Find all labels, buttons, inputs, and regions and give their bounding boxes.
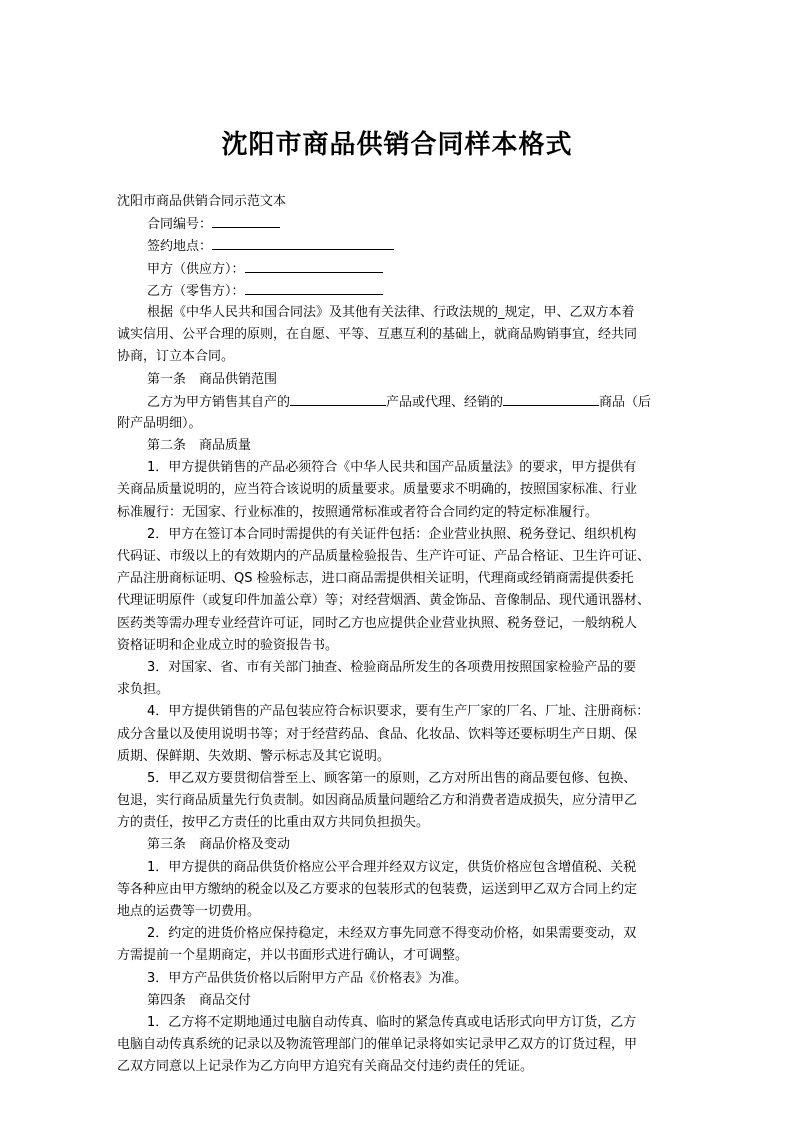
article-2-line: 医药类等需办理专业经营许可证，同时乙方也应提供企业营业执照、税务登记，一般纳税人	[117, 615, 638, 631]
field-label: 甲方（供应方）：	[147, 261, 245, 277]
article-3-heading: 第三条 商品价格及变动	[147, 837, 291, 853]
article-2-line: 5．甲乙双方要贯彻信誉至上、顾客第一的原则，乙方对所出售的商品要包修、包换、	[147, 770, 637, 786]
article-3-line: 方需提前一个星期商定，并以书面形式进行确认，才可调整。	[117, 948, 469, 964]
article-2-line: 关商品质量说明的，应当符合该说明的质量要求。质量要求不明确的，按照国家标准、行业	[117, 482, 638, 498]
party-b-blank	[245, 280, 383, 295]
text-segment: 乙方为甲方销售其自产的	[147, 394, 291, 410]
field-sign-place	[117, 235, 683, 257]
field-contract-no	[117, 213, 683, 235]
document-body	[117, 191, 683, 1079]
article-2-line: 求负担。	[117, 682, 170, 698]
text-segment: 商品（后	[599, 394, 652, 410]
article-2-line: 1．甲方提供销售的产品必须符合《中华人民共和国产品质量法》的要求，甲方提供有	[147, 460, 637, 476]
article-3-line: 等各种应由甲方缴纳的税金以及乙方要求的包装形式的包装费，运送到甲乙双方合同上约定	[117, 881, 638, 897]
field-party-a	[117, 258, 683, 280]
sign-place-blank	[212, 235, 394, 250]
field-label: 乙方（零售方）：	[147, 283, 245, 299]
field-label: 签约地点：	[147, 239, 213, 255]
article-4-line: 乙双方同意以上记录作为乙方向甲方追究有关商品交付违约责任的凭证。	[117, 1059, 534, 1075]
article-1-heading: 第一条 商品供销范围	[147, 371, 278, 387]
preamble-line: 协商，订立本合同。	[117, 349, 235, 365]
article-1-line	[117, 391, 683, 413]
article-4-line: 1．乙方将不定期地通过电脑自动传真、临时的紧急传真或电话形式向甲方订货，乙方	[147, 1014, 637, 1030]
article-2-line: 代码证、市级以上的有效期内的产品质量检验报告、生产许可证、产品合格证、卫生许可证、	[117, 549, 651, 564]
party-a-blank	[245, 258, 383, 273]
preamble-line: 诚实信用、公平合理的原则，在自愿、平等、互惠互利的基础上，就商品购销事宜，经共同	[117, 327, 638, 343]
article-2-line: 代理证明原件（或复印件加盖公章）等；对经营烟酒、黄金饰品、音像制品、现代通讯器材、	[117, 593, 651, 609]
article-2-line: 产品注册商标证明、QS 检验标志，进口商品需提供相关证明，代理商或经销商需提供委托	[117, 571, 634, 587]
preamble-line: 根据《中华人民共和国合同法》及其他有关法律、行政法规的_规定，甲、乙双方本着	[147, 304, 635, 320]
article-2-line: 3．对国家、省、市有关部门抽查、检验商品所发生的各项费用按照国家检验产品的要	[147, 659, 637, 675]
document-title: 沈阳市商品供销合同样本格式	[221, 130, 573, 160]
article-3-line: 2．约定的进货价格应保持稳定，未经双方事先同意不得变动价格，如果需要变动，双	[147, 926, 637, 942]
article-2-line: 质期、保鲜期、失效期、警示标志及其它说明。	[117, 748, 391, 764]
text-segment: 产品或代理、经销的	[386, 394, 504, 410]
article-2-heading: 第二条 商品质量	[147, 438, 252, 454]
subtitle: 沈阳市商品供销合同示范文本	[117, 194, 287, 209]
field-party-b	[117, 280, 683, 302]
article-3-line: 3．甲方产品供货价格以后附甲方产品《价格表》为准。	[147, 970, 468, 986]
article-3-line: 地点的运费等一切费用。	[117, 904, 261, 919]
contract-no-blank	[212, 213, 280, 228]
goods-blank	[503, 391, 599, 406]
article-2-line: 资格证明和企业成立时的验资报告书。	[117, 637, 339, 653]
article-2-line: 包退，实行商品质量先行负责制。如因商品质量问题给乙方和消费者造成损失，应分清甲乙	[117, 793, 638, 809]
article-2-line: 标准履行：无国家、行业标准的，按照通常标准或者符合合同约定的特定标准履行。	[117, 504, 599, 520]
product-blank	[290, 391, 386, 406]
article-3-line: 1．甲方提供的商品供货价格应公平合理并经双方议定，供货价格应包含增值税、关税	[147, 859, 637, 875]
article-2-line: 方的责任，按甲乙方责任的比重由双方共同负担损失。	[117, 815, 430, 831]
article-2-line: 成分含量以及使用说明书等；对于经营药品、食品、化妆品、饮料等还要标明生产日期、保	[117, 726, 638, 742]
article-1-line: 附产品明细）。	[117, 415, 202, 431]
article-4-heading: 第四条 商品交付	[147, 992, 252, 1008]
article-2-line: 2．甲方在签订本合同时需提供的有关证件包括：企业营业执照、税务登记、组织机构	[147, 526, 637, 542]
field-label: 合同编号：	[147, 217, 213, 233]
article-2-line: 4．甲方提供销售的产品包装应符合标识要求，要有生产厂家的厂名、厂址、注册商标：	[147, 704, 650, 720]
article-4-line: 电脑自动传真系统的记录以及物流管理部门的催单记录将如实记录甲乙双方的订货过程，甲	[117, 1037, 638, 1053]
